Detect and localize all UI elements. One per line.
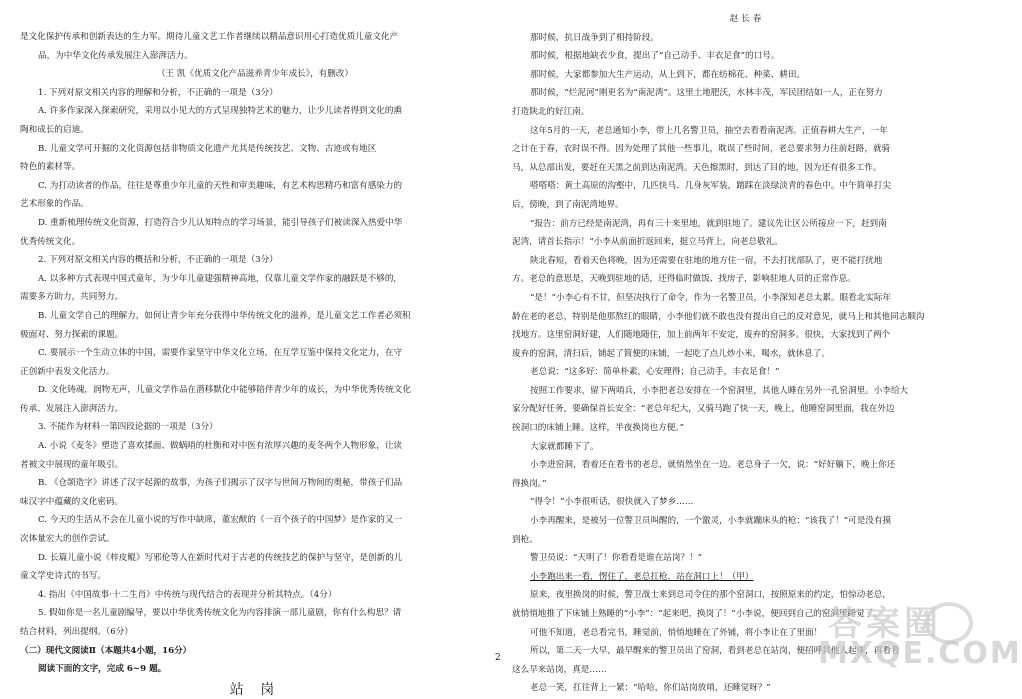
text-line: 小李进窑洞，看着还在看书的老总，就悄然坐在一边。老总身子一欠，说：“好好躺下，晚上你还 [530, 460, 896, 471]
text-line: 3. 不能作为材料一第四段论据的一项是（3分） [38, 422, 218, 433]
text-line: 味汉字中蕴藏的文化密码。 [20, 496, 124, 507]
text-line: 老总说：“这多好：简单朴素，心安理得；自己动手，丰衣足食！” [530, 367, 780, 378]
text-line: 那时候，“烂泥河”刚更名为“南泥湾”。这里土地肥沃，水林丰茂，军民团结如一人，正在努力 [530, 88, 883, 99]
text-line: 艺术形象的作品。 [20, 199, 89, 210]
text-line: C. 为打动读者的作品，往往是尊重少年儿童的天性和审美趣味，有艺术构思精巧和富有感染力的 [38, 180, 403, 191]
left-title: 站 岗 [229, 681, 281, 698]
text-line: 龄在老的老总，特别是他那熬红的眼睛，小李他们就不敢也没有提出自己的反对意见，就马上和其他同志顺沟 [512, 311, 925, 322]
text-line: 警卫员说：“天明了！你看看是谁在站岗？！” [530, 553, 703, 564]
watermark-top-text: 答案圈 [828, 604, 942, 644]
text-line: 特色的素材等。 [20, 162, 81, 173]
text-line: C. 要展示一个生动立体的中国，需要作家坚守中华文化立场，在互学互鉴中保持文化定力，在守 [38, 348, 403, 359]
text-line: 传承、发展注入澎湃活力。 [20, 403, 124, 414]
text-line: 陶和成长的启迪。 [20, 124, 89, 135]
text-line: D. 长篇儿童小说《梓皮鲲》写邪伦等人在新时代对于古老的传统技艺的保护与坚守，是创新的儿 [38, 552, 403, 563]
text-line: 优秀传统文化。 [20, 236, 81, 247]
text-line: B. 儿童文学自己的理解力，如何让青少年充分获得中华传统文化的滋养，是儿童文艺工作者必须积 [38, 310, 411, 321]
text-line: 4. 指出《中国故事·十二生肖》中传统与现代结合的表现并分析其特点。（4分） [38, 589, 337, 600]
text-line: 家分配好任务，要确保首长安全：“老总年纪大，又骑马跑了快一天，晚上，他睡窑洞里面，我在外边 [512, 404, 895, 415]
text-line: 结合材料，列出提纲。（6分） [20, 627, 133, 637]
text-line: 老总一笑，扛往背上一紧：“哈哈，你们站岗放哨，还睡觉呀？” [530, 683, 771, 694]
text-line: 正创新中表发文化活力。 [20, 366, 115, 377]
text-line: B. 儿童文学可开掘的文化资源包括非物质文化遗产尤其是传统技艺、文物、古迹或有地区 [38, 143, 377, 154]
text-line: 泥湾，请首长指示！”小李从前面折返回来，挺立马背上，向老总敬礼。 [512, 237, 783, 248]
text-line: 童文学史诗式的书写。 [20, 571, 106, 582]
text-line: 挨洞口的床铺上睡。这样，半夜换岗也方便。” [512, 423, 684, 434]
text-line: （二）现代文阅读Ⅱ（本题共4小题，16分） [20, 645, 192, 656]
text-line: 到枪。 [512, 534, 538, 545]
text-line: A. 以多种方式表现中国式童年，为少年儿童建强精神高地，仅靠儿童文学作家的融跃是不够的， [38, 273, 403, 284]
text-line: “是！”小李心有不甘，但坚决执行了命令，作为一名警卫员，小李深知老总太累。眼看北实际年 [530, 292, 892, 303]
text-line: 2. 下列对原文相关内容的概括和分析，不正确的一项是（3分） [38, 255, 278, 266]
text-line: 废弃的窑洞，清扫后，铺起了简便的床铺，一起吃了点儿炒小米，喝水，就休息了。 [512, 348, 830, 359]
text-line: 马，从总部出发，要赶在天黑之前到达南泥湾。天色擦黑时，到达了目的地，因为还有很多工作。 [512, 162, 882, 173]
text-line: 打造陕北的好江南。 [512, 106, 590, 117]
text-line: 1. 下列对原文相关内容的理解和分析，不正确的一项是（3分） [38, 87, 278, 98]
text-line: A. 许多作家深入探索研究，采用以小见大的方式呈现独特艺术的魅力，让少儿读者得到文化的熏 [38, 106, 403, 117]
text-line: 按照工作要求，留下两哨兵，小李把老总安排在一个窑洞里，其他人睡在另外一孔窑洞里。小李给大 [530, 385, 909, 396]
text-line: 次体量宏大的创作尝试。 [20, 534, 115, 545]
text-line: 极面对、努力探索的课题。 [20, 329, 124, 340]
text-line: 原来，夜里换岗的时候，警卫战士来到总司令住的那个窑洞口，按照原来的约定，怕惊动老总， [530, 590, 891, 601]
text-line: C. 今天的生活从不会在儿童小说的写作中缺席，董宏猷的《一百个孩子的中国梦》是作家的又一 [38, 515, 403, 526]
text-line: “得令！”小李很听话，很快就入了梦乡…… [530, 497, 694, 508]
text-line: D. 文化铸魂，润物无声，儿童文学作品在潜移默化中能够陪伴青少年的成长，为中华优秀传统文化 [38, 385, 411, 396]
text-line: A. 小说《麦冬》塑造了喜欢揉面、做蜗哨的杜衡和对中医有浓厚兴趣的麦冬两个人物形象，让读 [38, 441, 403, 452]
text-line: 可他不知道，老总看完书，睡觉前，悄悄地睡在了外铺，将小李让在了里面！ [530, 627, 823, 638]
text-line: 找地方。这里窑洞好建，人们随地随住，加上前两年不安定，废弃的窑洞多。很快，大家找到了两个 [512, 330, 891, 341]
text-line: 阅读下面的文字，完成 6~9 题。 [38, 664, 167, 675]
text-line: 这年5月的一天，老总通知小李，带上几名警卫员，抽空去看看南泥湾。正值春耕大生产，一年 [530, 125, 888, 136]
text-line: 小李跑出来一看，愣住了，老总扛枪，站在洞口上！（甲） [530, 571, 754, 582]
text-line: 那时候，抗日战争到了相持阶段。 [530, 32, 659, 43]
text-line: D. 重新梳理传统文化资源，打造符合少儿认知特点的学习场景，能引导孩子们被读深入热爱中华 [38, 217, 403, 228]
text-line: 小李再醒来，是被另一位警卫员叫醒的，一个激灵，小李就蹦床头的枪：“该我了！”可是没有摸 [530, 516, 892, 527]
watermark-bottom-text: MXQE.COM [818, 636, 1022, 671]
text-line: 大家就都睡下了。 [530, 441, 599, 452]
text-line: 就悄悄地推了下床铺上熟睡的“小李”：“起来吧，换岗了！”小李说，便回到自己的窑洞里睡觉了。 [512, 609, 882, 619]
page-number: 2 [495, 653, 501, 663]
text-line: 那时候，大家都参加大生产运动，从上到下，都在纺棉花、种菜、耕田。 [530, 69, 806, 80]
text-line: 嗒嗒嗒：黄土高原的沟壑中，几匹快马、几身灰军装，踏踩在淡绿淡青的春色中。中午简单打尖 [530, 181, 891, 192]
text-line: 者被文中展现的童年吸引。 [20, 459, 124, 470]
text-line: 陕北春短，看着天色将晚，因为还需要在驻地的地方住一宿，不去打扰部队了，更不能打扰地 [530, 255, 883, 266]
left-column [20, 28, 490, 699]
text-line: 后，傍晚，到了南泥湾地界。 [512, 199, 624, 210]
text-line: 这么早来站岗，真是…… [512, 664, 607, 675]
text-line: 所以，第二天一大早，最早醒来的警卫员出了窑洞，看到老总在站岗，便招呼其他人起床，再看看 [530, 646, 900, 657]
right-title: 赵长春 [729, 14, 765, 24]
text-line: 之计在于春，农时误不得。因为处理了其他一些事儿，耽误了些时间，老总要求努力往前赶路，就骑 [512, 144, 891, 155]
text-line: （王 凯《优质文化产品滋养青少年成长》，有删改） [156, 69, 354, 80]
text-line: 需要多方助力，共同努力。 [20, 292, 124, 303]
text-line: 那时候，根据地缺衣少食，提出了“自己动手、丰衣足食”的口号。 [530, 51, 780, 62]
text-line: 方。老总的意思是，天晚到驻地的话，还得临时做饭、找房子，影响驻地人员的正常作息。 [512, 274, 856, 285]
text-line: 5. 假如你是一名儿童剧编导，要以中华优秀传统文化为内容排演一部儿童剧，你有什么构思？请 [38, 608, 402, 619]
right-column [512, 10, 982, 698]
text-line: 品，为中华文化传承发展注入澎湃活力。 [38, 50, 193, 61]
text-line: “报告：前方已经是南泥湾，再有三十来里地，就到驻地了。建议先让区公所接应一下，赶到南 [530, 218, 887, 229]
text-line: B. 《仓颉造字》讲述了汉字起源的故事，为孩子们揭示了汉字与世间万物间的奥秘，带孩子们品 [38, 478, 403, 489]
text-line: 得换岗。” [512, 478, 547, 489]
watermark-logo [800, 596, 1022, 676]
text-line: 是文化保护传承和创新表达的生力军。期待儿童文艺工作者继续以精品意识用心打造优质儿童文化产 [20, 32, 399, 42]
